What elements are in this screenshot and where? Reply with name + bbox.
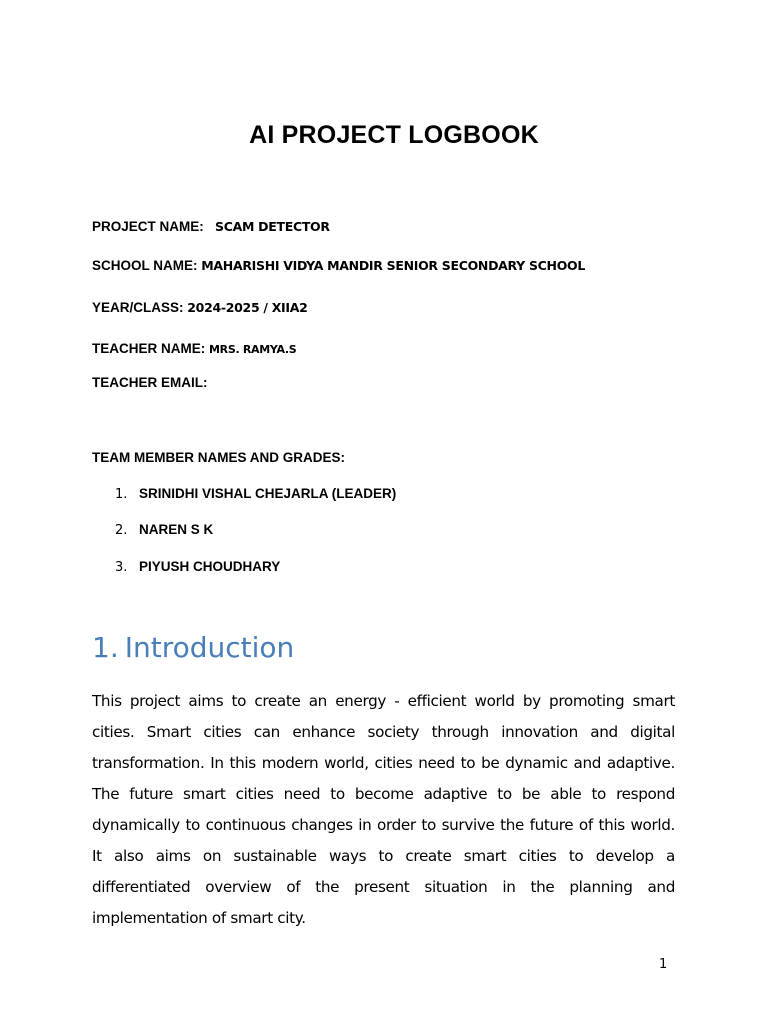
teacher-name-label: TEACHER NAME: xyxy=(92,341,206,356)
team-member-item xyxy=(115,486,396,502)
school-name-value: MAHARISHI VIDYA MANDIR SENIOR SECONDARY SCHOOL xyxy=(201,258,586,273)
team-member-name: NAREN S K xyxy=(139,522,214,537)
teacher-email-label: TEACHER EMAIL: xyxy=(92,375,208,390)
school-name-label: SCHOOL NAME: xyxy=(92,258,198,273)
section-number: 1. xyxy=(92,631,119,664)
team-heading: TEAM MEMBER NAMES AND GRADES: xyxy=(92,450,345,465)
team-member-item xyxy=(115,559,280,575)
page-title: AI PROJECT LOGBOOK xyxy=(249,121,539,149)
project-name-label: PROJECT NAME: xyxy=(92,219,204,234)
team-member-name: SRINIDHI VISHAL CHEJARLA (LEADER) xyxy=(139,486,397,501)
section-title: Introduction xyxy=(124,631,295,664)
list-number: 3. xyxy=(115,560,128,575)
list-number: 1. xyxy=(115,487,128,502)
section-heading-introduction xyxy=(92,631,294,664)
year-class-value: 2024-2025 / XIIA2 xyxy=(187,300,308,315)
teacher-email-line xyxy=(92,375,208,390)
team-member-item xyxy=(115,522,213,538)
year-class-line xyxy=(92,300,308,315)
teacher-name-line xyxy=(92,341,296,356)
school-name-line xyxy=(92,258,585,273)
project-name-line xyxy=(92,219,330,234)
team-member-name: PIYUSH CHOUDHARY xyxy=(139,559,281,574)
teacher-name-value: MRS. RAMYA.S xyxy=(209,343,297,356)
list-number: 2. xyxy=(115,523,128,538)
introduction-paragraph: This project aims to create an energy - efficient world by promoting smart cities. Smart cities can enhance society through innovation and digital transformation. In this modern world, cities need to be dynamic and adaptive. The future smart cities need to become adaptive to be able to respond dynamically to continuous changes in order to survive the future of this world. It also aims on sustainable ways to create smart cities to develop a differentiated overview of the present situation in the planning and implementation of smart city. xyxy=(92,692,675,927)
year-class-label: YEAR/CLASS: xyxy=(92,300,184,315)
page-number: 1 xyxy=(659,957,668,972)
project-name-value: SCAM DETECTOR xyxy=(215,219,330,234)
